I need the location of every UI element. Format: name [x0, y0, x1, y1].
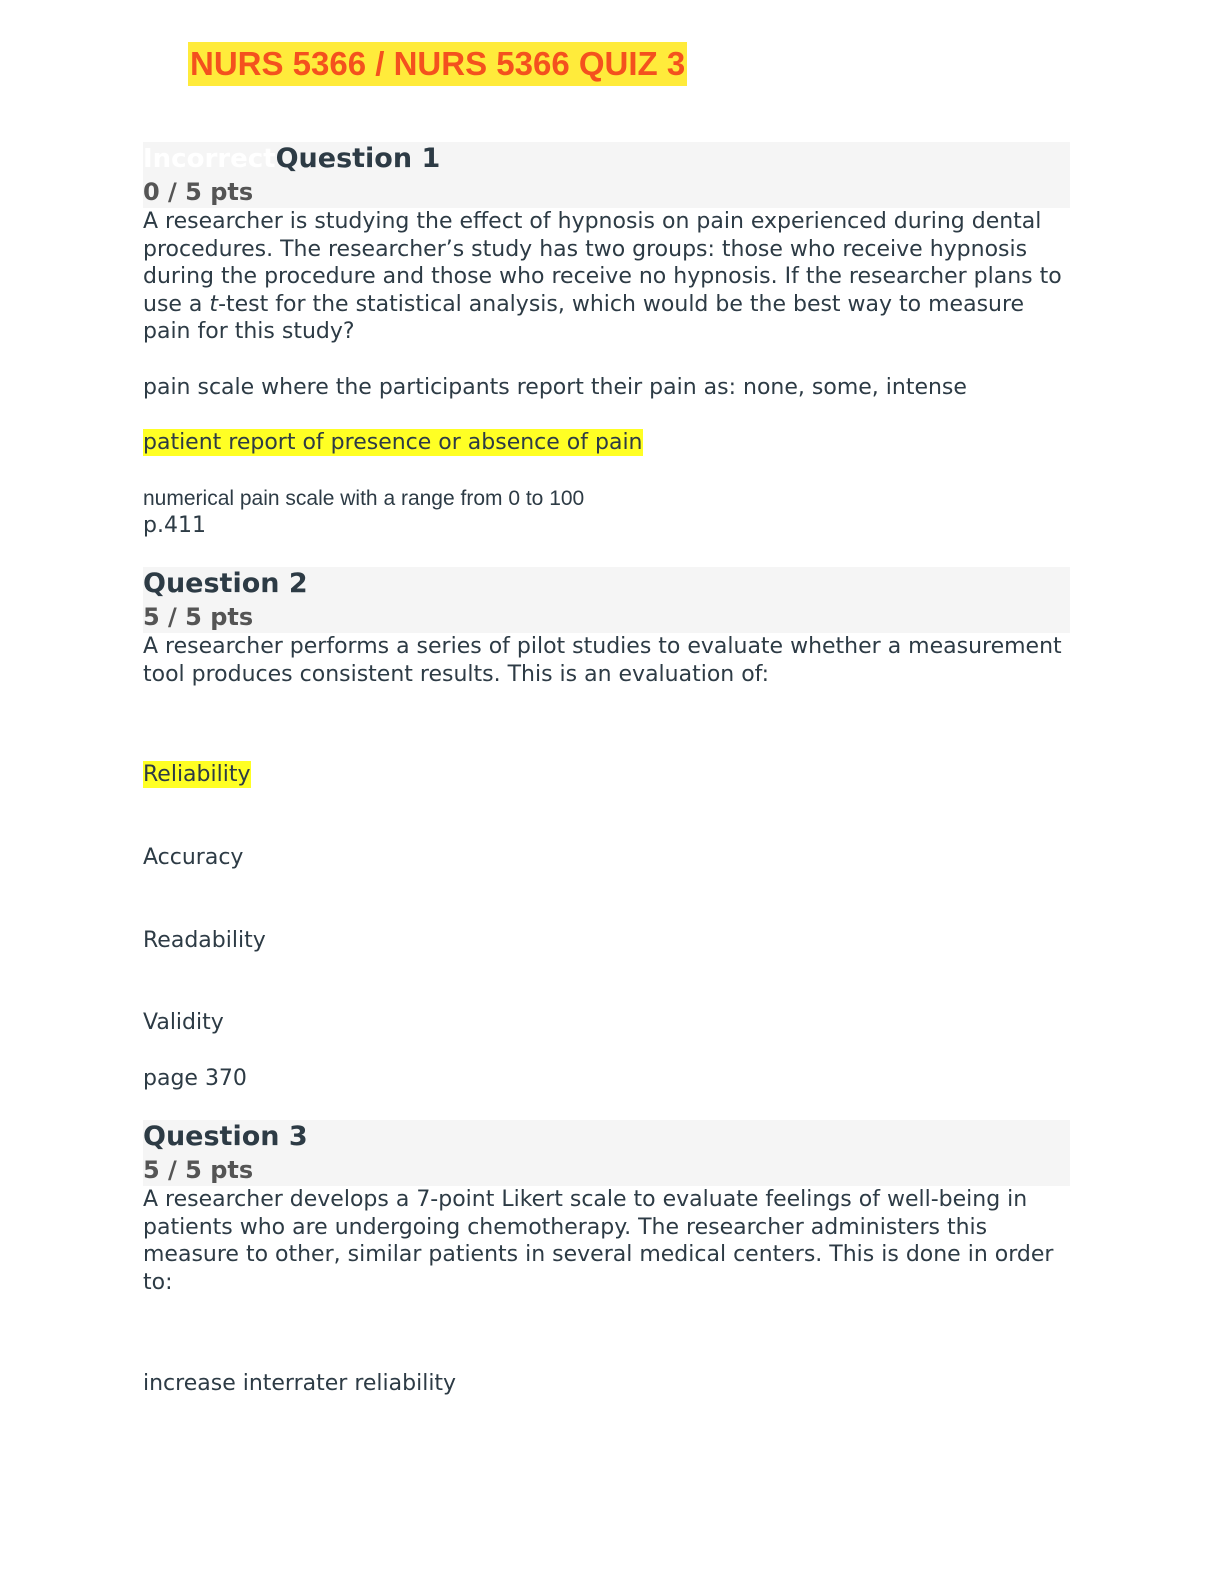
question-points: 5 / 5 pts: [143, 1156, 254, 1184]
question-title: Question 1: [275, 143, 441, 174]
answer-option[interactable]: numerical pain scale with a range from 0 to 100: [143, 487, 585, 510]
question-header: [143, 1120, 1070, 1186]
question-header: [143, 567, 1070, 633]
question-text: [143, 208, 1070, 346]
question-2: [143, 567, 1070, 1091]
question-points: 0 / 5 pts: [143, 178, 254, 206]
question-text-part: A researcher is studying the effect of hypnosis on pain experienced during dental procedures. The researcher’s study has two groups: those who receive hypnosis during the procedure and those who receive no hypnosis. If the researcher plans to use a: [143, 209, 1062, 317]
question-3: [143, 1120, 1070, 1396]
answer-option[interactable]: Accuracy: [143, 845, 244, 870]
document-title: NURS 5366 / NURS 5366 QUIZ 3: [188, 42, 687, 86]
question-1: [143, 142, 1070, 538]
answer-option[interactable]: pain scale where the participants report their pain as: none, some, intense: [143, 375, 967, 400]
answer-option[interactable]: increase interrater reliability: [143, 1371, 457, 1396]
question-text: A researcher develops a 7-point Likert scale to evaluate feelings of well-being in patients who are undergoing chemotherapy. The researcher administers this measure to other, similar patients in several medical centers. This is done in order to:: [143, 1187, 1054, 1295]
page-reference: p.411: [143, 513, 206, 538]
question-title-line: [143, 567, 308, 601]
page-reference: page 370: [143, 1066, 247, 1091]
answer-option-highlighted[interactable]: Reliability: [143, 762, 251, 787]
question-title: Question 3: [143, 1121, 308, 1152]
question-text-part: -test for the statistical analysis, which would be the best way to measure pain for this study?: [143, 291, 1025, 345]
answer-option[interactable]: Validity: [143, 1010, 224, 1035]
answer-option[interactable]: Readability: [143, 928, 266, 953]
question-title: Question 2: [143, 568, 308, 599]
question-header: [143, 142, 1070, 208]
incorrect-status-label: Incorrect: [143, 144, 276, 174]
question-title-line: [143, 1120, 308, 1154]
question-text-italic: t: [209, 291, 219, 317]
question-text: A researcher performs a series of pilot studies to evaluate whether a measurement tool produces consistent results. This is an evaluation of:: [143, 634, 1062, 687]
question-title-line: [143, 142, 440, 176]
answer-option-highlighted[interactable]: patient report of presence or absence of pain: [143, 430, 643, 455]
question-points: 5 / 5 pts: [143, 603, 254, 631]
